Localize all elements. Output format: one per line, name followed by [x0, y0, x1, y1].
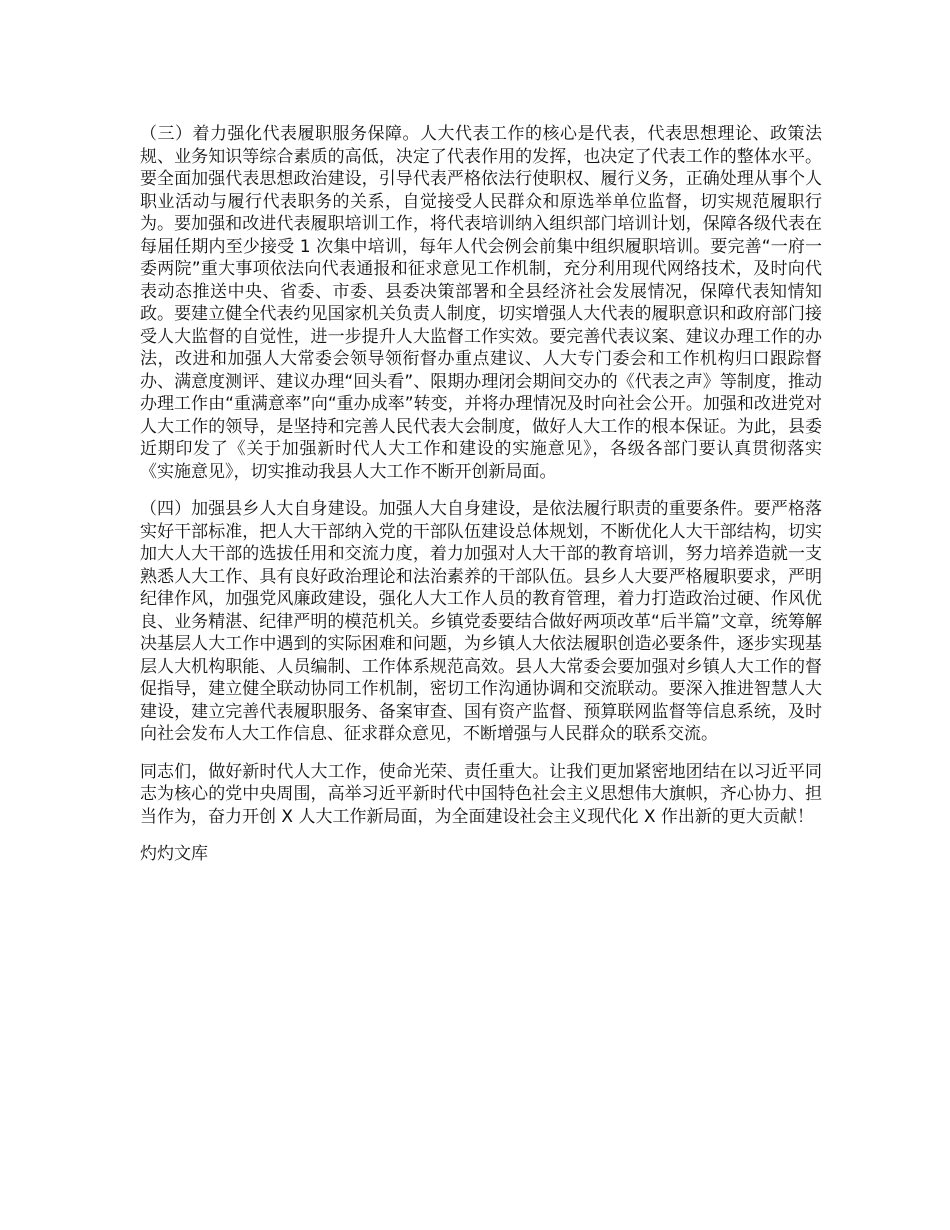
document-page [140, 123, 822, 866]
document-signature: 灼灼文库 [140, 844, 208, 864]
paragraph-self-construction: （四）加强县乡人大自身建设。加强人大自身建设，是依法履行职责的重要条件。要严格落实好干部标准，把人大干部纳入党的干部队伍建设总体规划，不断优化人大干部结构，切实加大人大干部的选拔任用和交流力度，着力加强对人大干部的教育培训，努力培养造就一支熟悉人大工作、具有良好政治理论和法治素养的干部队伍。县乡人大要严格履职要求，严明纪律作风，加强党风廉政建设，强化人大工作人员的教育管理，着力打造政治过硬、作风优良、业务精湛、纪律严明的模范机关。乡镇党委要结合做好两项改革“后半篇”文章，统筹解决基层人大工作中遇到的实际困难和问题，为乡镇人大依法履职创造必要条件，逐步实现基层人大机构职能、人员编制、工作体系规范高效。县人大常委会要加强对乡镇人大工作的督促指导，建立健全联动协同工作机制，密切工作沟通协调和交流联动。要深入推进智慧人大建设，建立完善代表履职服务、备案审查、国有资产监督、预算联网监督等信息系统，及时向社会发布人大工作信息、征求群众意见，不断增强与人民群众的联系交流。 [140, 499, 822, 744]
paragraph-closing-remarks: 同志们，做好新时代人大工作，使命光荣、责任重大。让我们更加紧密地团结在以习近平同志为核心的党中央周围，高举习近平新时代中国特色社会主义思想伟大旗帜，齐心协力、担当作为，奋力开创 X 人大工作新局面，为全面建设社会主义现代化 X 作出新的更大贡献！ [140, 761, 822, 827]
paragraph-representative-service: （三）着力强化代表履职服务保障。人大代表工作的核心是代表，代表思想理论、政策法规、业务知识等综合素质的高低，决定了代表作用的发挥，也决定了代表工作的整体水平。要全面加强代表思想政治建设，引导代表严格依法行使职权、履行义务，正确处理从事个人职业活动与履行代表职务的关系，自觉接受人民群众和原选举单位监督，切实规范履职行为。要加强和改进代表履职培训工作，将代表培训纳入组织部门培训计划，保障各级代表在每届任期内至少接受 1 次集中培训，每年人代会例会前集中组织履职培训。要完善“一府一委两院”重大事项依法向代表通报和征求意见工作机制，充分利用现代网络技术，及时向代表动态推送中央、省委、市委、县委决策部署和全县经济社会发展情况，保障代表知情知政。要建立健全代表约见国家机关负责人制度，切实增强人大代表的履职意识和政府部门接受人大监督的自觉性，进一步提升人大监督工作实效。要完善代表议案、建议办理工作的办法，改进和加强人大常委会领导领衔督办重点建议、人大专门委会和工作机构归口跟踪督办、满意度测评、建议办理“回头看”、限期办理闭会期间交办的《代表之声》等制度，推动办理工作由“重满意率”向“重办成率”转变，并将办理情况及时向社会公开。加强和改进党对人大工作的领导，是坚持和完善人民代表大会制度，做好人大工作的根本保证。为此，县委近期印发了《关于加强新时代人大工作和建设的实施意见》，各级各部门要认真贯彻落实《实施意见》，切实推动我县人大工作不断开创新局面。 [140, 124, 822, 482]
